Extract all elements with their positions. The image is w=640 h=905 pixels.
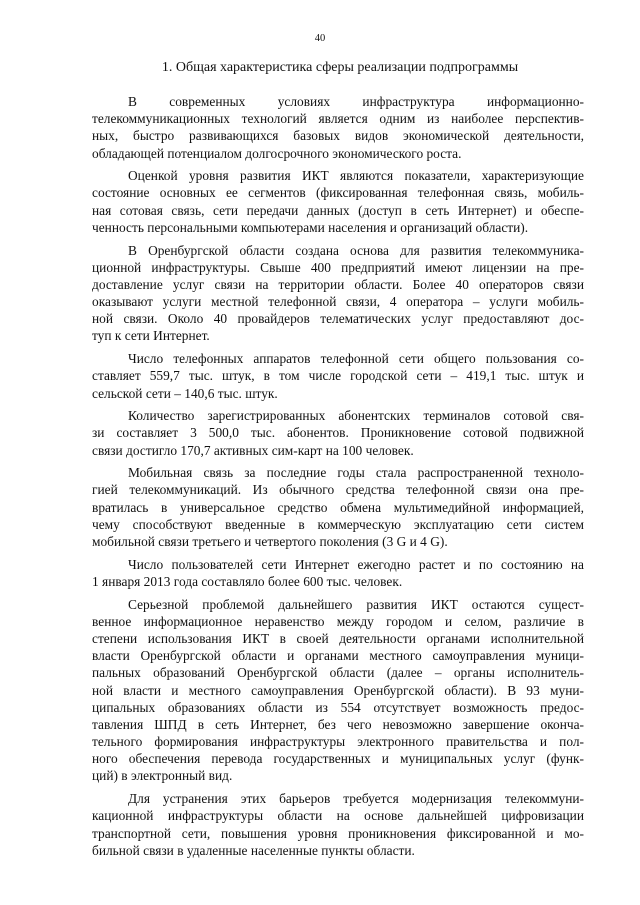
paragraph	[92, 790, 584, 859]
paragraph-line: ных, быстро развивающихся базовых видов экономической деятельности,	[92, 128, 584, 144]
paragraph-line: ного обеспечения перевода государственных и муниципальных услуг (функ-	[92, 751, 584, 767]
section-heading: 1. Общая характеристика сферы реализации подпрограммы	[161, 60, 519, 75]
paragraph-line: гией телекоммуникаций. Из обычного средства телефонной связи она пре-	[92, 482, 584, 498]
paragraph-line: ципальных образованиях области из 554 отсутствует возможность предос-	[92, 699, 584, 715]
paragraph-line: доставление услуг связи на территории области. Более 40 операторов связи	[92, 276, 584, 292]
paragraph-line: ная сотовая связь, сети передачи данных (доступ в сеть Интернет) и обеспе-	[92, 202, 584, 218]
paragraph	[92, 242, 584, 345]
paragraph-line: ставляет 559,7 тыс. штук, в том числе городской сети – 419,1 тыс. штук и	[92, 368, 584, 384]
paragraph-line: власти Оренбургской области и органами местного самоуправления муници-	[92, 648, 584, 664]
paragraph-line: тавления ШПД в сеть Интернет, без чего невозможно завершение оконча-	[92, 716, 584, 732]
paragraph-line: тельного формирования инфраструктуры электронного правительства и пол-	[92, 734, 584, 750]
paragraph-line: связи достигло 170,7 активных сим-карт на 100 человек.	[92, 442, 414, 458]
paragraph-line: обладающей потенциалом долгосрочного экономического роста.	[92, 145, 462, 161]
paragraph-line: В Оренбургской области создана основа для развития телекоммуника-	[128, 242, 584, 258]
paragraph-line: Число телефонных аппаратов телефонной сети общего пользования со-	[128, 351, 584, 367]
paragraph-line: вратилась в универсальное средство обмена мультимедийной информацией,	[92, 499, 584, 515]
paragraph-line: Для устранения этих барьеров требуется модернизация телекоммуни-	[128, 791, 584, 807]
paragraph-line: Количество зарегистрированных абонентских терминалов сотовой свя-	[128, 408, 584, 424]
paragraph	[92, 556, 584, 590]
paragraph-line: В современных условиях инфраструктура информационно-	[128, 94, 584, 109]
paragraph-line: ционной инфраструктуры. Свыше 400 предприятий имеют лицензии на пре-	[92, 259, 584, 275]
paragraph-line: кационной инфраструктуры области на основе дальнейшей цифровизации	[92, 808, 584, 824]
paragraph-line: Серьезной проблемой дальнейшего развития ИКТ остаются сущест-	[128, 596, 584, 612]
paragraph-line: оказывают услуги местной телефонной связи, 4 оператора – услуги мобиль-	[92, 294, 584, 310]
paragraph-line: ций) в электронный вид.	[92, 768, 233, 784]
paragraph-line: 1 января 2013 года составляло более 600 тыс. человек.	[92, 573, 403, 589]
paragraph-line: телекоммуникационных технологий является одним из наиболее перспектив-	[92, 111, 584, 127]
paragraph-line: Оценкой уровня развития ИКТ являются показатели, характеризующие	[128, 168, 584, 184]
paragraph	[92, 93, 584, 162]
paragraph-line: Мобильная связь за последние годы стала распространенной техноло-	[128, 465, 584, 481]
paragraph-line: чему способствуют введенные в коммерческую эксплуатацию сети систем	[92, 516, 584, 532]
paragraph-line: ной власти и местного самоуправления Оренбургской области). В 93 муни-	[92, 682, 584, 698]
paragraph-line: состояние основных ее сегментов (фиксированная телефонная связь, мобиль-	[92, 185, 584, 201]
paragraph	[92, 350, 584, 402]
paragraph-line: туп к сети Интернет.	[92, 328, 210, 344]
paragraph	[92, 596, 584, 785]
page-number: 40	[314, 33, 326, 44]
document-body	[92, 93, 584, 859]
paragraph	[92, 167, 584, 236]
paragraph	[92, 407, 584, 459]
paragraph-line: сельской сети – 140,6 тыс. штук.	[92, 385, 278, 401]
paragraph-line: мобильной связи третьего и четвертого поколения (3 G и 4 G).	[92, 534, 448, 549]
paragraph-line: зи составляет 3 500,0 тыс. абонентов. Проникновение сотовой подвижной	[92, 425, 584, 441]
paragraph-line: Число пользователей сети Интернет ежегодно растет и по состоянию на	[128, 556, 584, 572]
paragraph-line: ченность персональными компьютерами населения и организаций области).	[92, 219, 529, 235]
paragraph-line: ной связи. Около 40 провайдеров телематических услуг предоставляют дос-	[92, 311, 584, 327]
paragraph	[92, 464, 584, 550]
paragraph-line: степени использования ИКТ в своей деятельности органами исполнительной	[92, 630, 584, 646]
paragraph-line: пальных образований Оренбургской области (далее – органы исполнитель-	[92, 665, 584, 681]
paragraph-line: венное информационное неравенство между городом и селом, различие в	[92, 613, 584, 629]
paragraph-line: транспортной сети, повышения уровня проникновения фиксированной и мо-	[92, 825, 584, 841]
paragraph-line: бильной связи в удаленные населенные пункты области.	[92, 842, 415, 858]
